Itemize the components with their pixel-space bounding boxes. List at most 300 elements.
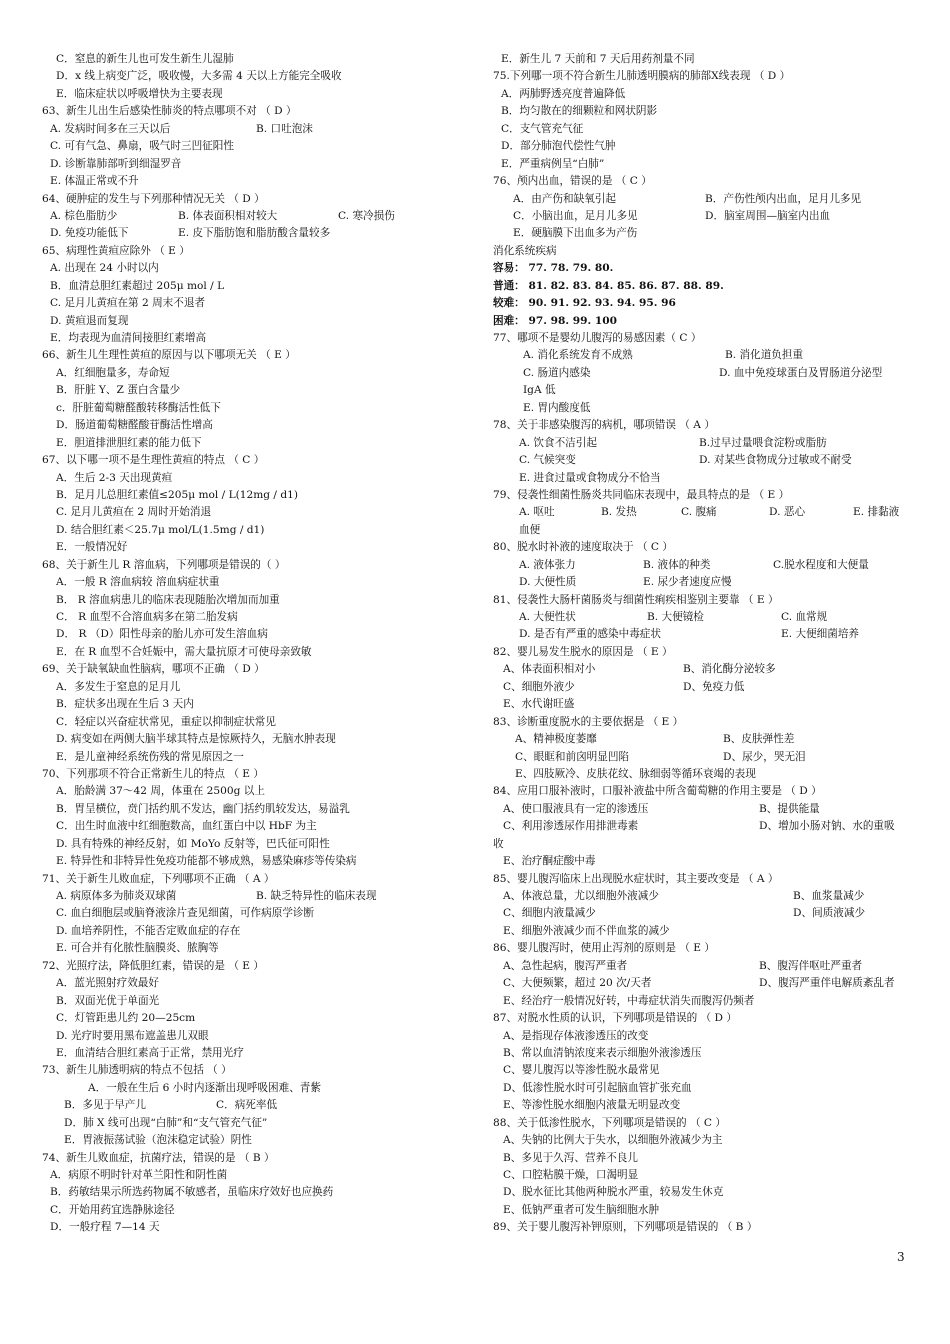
text-segment: B．肝脏 Y、Z 蛋白含量少 [56,384,181,397]
text-segment: D. 对某些食物成分过敏或不耐受 [699,454,852,467]
text-line [42,330,464,347]
text-line [493,696,913,713]
text-segment: B、血浆量减少 [793,890,865,902]
text-segment: C. 足月儿黄疸在 2 周时开始消退 [56,506,212,519]
text-segment: B. 缺乏特异性的临床表现 [256,890,377,902]
text-segment: D. 是否有严重的感染中毒症状 [519,628,661,641]
text-segment: 67、以下哪一项不是生理性黄疸的特点 （ C ） [42,454,265,467]
text-segment: C、细胞内液量减少 [503,907,596,920]
text-line [493,138,913,155]
text-line [493,225,913,242]
left-column [42,51,464,1237]
text-segment: A．红细胞量多，寿命短 [56,366,170,379]
text-segment: C. 肠道内感染 [523,366,591,379]
text-segment: A．一般 R 溶血病较 溶血病症状重 [56,576,220,589]
text-line [493,400,913,417]
text-segment: 72、光照疗法，降低胆红素，错误的是 （ E ） [42,959,265,972]
text-segment: C．出生时血液中红细胞数高，血红蛋白中以 HbF 为主 [56,820,317,833]
text-line [493,417,913,434]
text-line [42,557,464,574]
text-segment: C、口腔粘膜干燥，口渴明显 [503,1169,639,1181]
text-segment: C. 可有气急、鼻扇，吸气时三凹征阳性 [50,140,234,153]
text-line [42,644,464,661]
text-line [493,313,913,330]
text-line [42,156,464,173]
text-segment: E．胆道排泄胆红素的能力低下 [56,436,202,449]
text-segment: C、婴儿腹泻以等渗性脱水最常见 [503,1064,660,1077]
text-segment: A、是指现存体液渗透压的改变 [503,1029,649,1042]
text-segment: 74、新生儿败血症，抗菌疗法，错误的是 （ B ） [42,1151,275,1164]
text-line [42,86,464,103]
text-line [42,243,464,260]
text-line [493,958,913,975]
text-line [493,1202,913,1219]
text-line [42,888,464,905]
text-segment: 79、侵袭性细菌性肠炎共同临床表现中，最具特点的是 （ E ） [493,488,790,501]
text-line [493,1080,913,1097]
text-segment: E、水代谢旺盛 [503,698,575,711]
text-segment: E. 特异性和非特异性免疫功能都不够成熟，易感染麻疹等传染病 [56,855,357,868]
text-segment: C．支气管充气征 [501,122,584,135]
text-segment: A. 消化系统发育不成熟 [523,349,633,362]
text-segment: A. 大便性状 [519,611,576,623]
text-line [42,400,464,417]
text-segment: B．血清总胆红素超过 205μ mol / L [50,279,225,292]
text-line [493,853,913,870]
text-segment: A．多发生于窒息的足月儿 [56,680,181,693]
text-segment: E．一般情况好 [56,541,128,554]
text-segment: C. 血白细胞层或脑脊液涂片查见细菌，可作病原学诊断 [56,907,315,920]
text-segment: D、脱水征比其他两种脱水严重，较易发生休克 [503,1186,724,1199]
text-segment: B．均匀散在的细颗粒和网状阴影 [501,105,658,118]
text-segment: B．胃呈横位，贲门括约肌不发达，幽门括约肌较发达，易溢乳 [56,802,350,815]
text-line [493,1184,913,1201]
text-line [42,487,464,504]
text-segment: 收 [493,837,504,850]
text-line [42,661,464,678]
text-line [493,749,913,766]
text-segment: B. 消化道负担重 [725,349,804,362]
text-line [42,783,464,800]
text-line [42,1184,464,1201]
text-segment: D. 大便性质 [519,576,577,589]
text-segment: 77、哪项不是婴幼儿腹泻的易感因素（ C ） [493,332,702,344]
text-line [493,993,913,1010]
text-line [42,923,464,940]
text-line [493,487,913,504]
text-line [493,51,913,68]
text-line [493,86,913,103]
text-line [493,818,913,835]
text-segment: 70、下列那项不符合正常新生儿的特点 （ E ） [42,767,265,780]
text-line [493,173,913,190]
text-segment: D. 血培养阴性，不能否定败血症的存在 [56,924,241,937]
text-segment: C．小脑出血，足月儿多见 [513,209,638,222]
text-segment: E. 进食过量或食物成分不恰当 [519,471,661,484]
text-segment: D、免疫力低 [683,680,745,693]
text-segment: E．胃液振荡试验（泡沫稳定试验）阴性 [64,1134,252,1147]
text-segment: 87、对脱水性质的认识，下列哪项是错误的 （ D ） [493,1012,737,1025]
text-line [42,1028,464,1045]
text-segment: D、低渗性脱水时可引起脑血管扩张充血 [503,1081,692,1094]
text-line [493,661,913,678]
text-line [493,330,913,347]
text-line [42,208,464,225]
text-segment: E．临床症状以呼吸增快为主要表现 [56,87,223,100]
text-line [42,679,464,696]
text-line [493,191,913,208]
text-line [493,940,913,957]
text-line [42,818,464,835]
text-segment: 较难： 90. 91. 92. 93. 94. 95. 96 [493,297,676,310]
text-line [493,295,913,312]
text-segment: D、腹泻严重伴电解质紊乱者 [759,977,895,990]
text-line [493,260,913,277]
text-line [493,592,913,609]
text-segment: E. 皮下脂肪饱和脂肪酸含量较多 [178,227,331,240]
text-segment: D．部分肺泡代偿性气肿 [501,140,616,153]
text-segment: B．足月儿总胆红素值≤205μ mol / L(12mg / d1) [56,488,299,501]
text-segment: C． R 血型不合溶血病多在第二胎发病 [56,611,238,623]
text-line [42,766,464,783]
text-segment: C．灯管距患儿约 20—25cm [56,1012,196,1025]
text-segment: 88、关于低渗性脱水，下列哪项是错误的 （ C ） [493,1116,726,1129]
text-segment: D. 病变如在两侧大脑半球其特点是惊厥持久，无脑水肿表现 [56,733,336,746]
text-line [493,347,913,364]
text-line [42,1097,464,1114]
text-segment: A. 呕吐 [519,506,555,519]
text-line [42,295,464,312]
text-segment: B． R 溶血病患儿的临床表现随胎次增加而加重 [56,593,280,606]
text-line [493,539,913,556]
text-segment: A、失钠的比例大于失水，以细胞外液减少为主 [503,1134,723,1147]
text-segment: A. 棕色脂肪少 [50,209,118,222]
text-segment: A．蓝光照射疗效最好 [56,977,159,990]
text-line [42,278,464,295]
text-line [42,871,464,888]
text-segment: 76、颅内出血，错误的是 （ C ） [493,175,652,188]
text-line [42,1010,464,1027]
text-segment: E. 体温正常或不升 [50,175,139,188]
text-segment: IgA 低 [523,384,556,397]
text-line [493,783,913,800]
text-segment: A. 出现在 24 小时以内 [50,262,159,275]
text-line [493,208,913,225]
text-segment: B. 口吐泡沫 [256,122,313,135]
text-line [493,626,913,643]
text-line [42,470,464,487]
text-segment: E．是儿童神经系统伤残的常见原因之一 [56,750,244,763]
text-segment: A、体液总量，尤以细胞外液减少 [503,890,659,902]
text-segment: C．窒息的新生儿也可发生新生儿湿肺 [56,53,234,65]
text-line [42,975,464,992]
text-line [493,1062,913,1079]
text-line [42,853,464,870]
text-segment: B、多见于久泻、营养不良儿 [503,1151,638,1164]
text-line [42,1167,464,1184]
text-segment: E. 排黏液 [853,506,900,519]
text-segment: D、尿少，哭无泪 [723,750,806,763]
text-line [493,609,913,626]
text-segment: D．一般疗程 7—14 天 [50,1221,160,1234]
text-segment: 消化系统疾病 [493,244,557,257]
text-segment: C.脱水程度和大便量 [773,558,869,571]
text-segment: 89、关于婴儿腹泻补钾原则，下列哪项是错误的 （ B ） [493,1221,758,1234]
text-line [493,557,913,574]
text-segment: D. 结合胆红素＜25.7μ mol/L(1.5mg / d1) [56,523,265,536]
text-line [42,121,464,138]
text-line [42,313,464,330]
text-segment: A．一般在生后 6 小时内逐渐出现呼吸困难、青紫 [88,1081,321,1094]
text-segment: C. 腹痛 [681,506,717,519]
text-segment: B．药敏结果示所选药物属不敏感者，虽临床疗效好也应换药 [50,1186,334,1199]
text-segment: E. 大便细菌培养 [781,628,860,641]
text-segment: D．脑室周围—脑室内出血 [705,209,831,222]
text-line [493,644,913,661]
text-line [42,51,464,68]
text-line [42,452,464,469]
text-line [42,958,464,975]
text-line [42,993,464,1010]
text-segment: 81、侵袭性大肠杆菌肠炎与细菌性痢疾相鉴别主要靠 （ E ） [493,593,779,606]
text-segment: A、精神极度萎靡 [515,733,597,746]
text-line [493,714,913,731]
text-line [42,1219,464,1236]
text-line [42,435,464,452]
text-segment: B、常以血清钠浓度来表示细胞外液渗透压 [503,1046,702,1059]
text-segment: B、消化酶分泌较多 [683,663,776,676]
text-line [42,103,464,120]
text-line [493,452,913,469]
text-line [493,68,913,85]
text-line [42,1115,464,1132]
text-line [42,574,464,591]
text-segment: A．病原不明时针对革兰阳性和阴性菌 [50,1169,228,1181]
text-line [42,714,464,731]
text-segment: 68、关于新生儿 R 溶血病，下列哪项是错误的（ ） [42,558,286,571]
text-segment: 84、应用口服补液时，口服补液盐中所含葡萄糖的作用主要是 （ D ） [493,785,822,798]
text-segment: B、皮肤弹性差 [723,733,795,746]
text-line [42,749,464,766]
text-segment: E、治疗酮症酸中毒 [503,855,596,868]
text-segment: B．双面光优于单面光 [56,994,160,1007]
text-segment: E、细胞外液减少而不伴血浆的减少 [503,924,670,937]
text-segment: E. 可合并有化脓性脑膜炎、脓胸等 [56,942,219,955]
text-line [42,382,464,399]
text-segment: B．症状多出现在生后 3 天内 [56,698,194,711]
text-segment: 65、病理性黄疸应除外 （ E ） [42,244,190,257]
text-segment: E．新生儿 7 天前和 7 天后用药剂量不同 [501,53,695,65]
text-segment: B. 体表面积相对较大 [178,209,278,222]
text-segment: D．肠道葡萄糖醛酸苷酶活性增高 [56,419,213,432]
text-segment: D. 光疗时要用黑布遮盖患儿双眼 [56,1029,209,1042]
text-segment: A．生后 2-3 天出现黄疸 [56,471,173,484]
text-line [42,539,464,556]
text-line [42,1202,464,1219]
text-line [42,626,464,643]
text-segment: 63、新生儿出生后感染性肺炎的特点哪项不对 （ D ） [42,105,297,118]
text-segment: A. 发病时间多在三天以后 [50,122,171,135]
text-segment: C. 足月儿黄疸在第 2 周末不退者 [50,297,206,310]
text-segment: E、低钠严重者可发生脑细胞水肿 [503,1203,660,1216]
text-segment: 66、新生儿生理性黄疸的原因与以下哪项无关 （ E ） [42,349,296,362]
text-line [42,504,464,521]
text-segment: C、细胞外液少 [503,680,575,693]
text-segment: 86、婴儿腹泻时，使用止泻剂的原则是 （ E ） [493,942,716,955]
page-number: 3 [897,1250,905,1264]
text-line [493,975,913,992]
text-segment: E. 尿少者速度应慢 [643,576,732,589]
text-line [42,1045,464,1062]
text-line [42,801,464,818]
text-line [42,592,464,609]
text-segment: D. 恶心 [769,506,806,519]
text-segment: 普通： 81. 82. 83. 84. 85. 86. 87. 88. 89. [493,279,724,292]
text-segment: A．由产伤和缺氧引起 [513,192,616,205]
text-line [493,1150,913,1167]
text-segment: E．均表现为血清间接胆红素增高 [50,332,207,344]
text-segment: 83、诊断重度脱水的主要依据是 （ E ） [493,715,684,728]
text-segment: C. 气候突变 [519,454,576,467]
text-segment: c．肝脏葡萄糖醛酸转移酶活性低下 [56,401,221,414]
text-segment: 75.下列哪一项不符合新生儿肺透明膜病的肺部X线表现 （ D ） [493,70,791,83]
text-segment: C．开始用药宜选静脉途径 [50,1203,175,1216]
text-segment: E．硬脑膜下出血多为产伤 [513,227,638,240]
text-line [42,522,464,539]
text-line [493,103,913,120]
text-segment: D．肺 X 线可出现“白肺”和“支气管充气征” [64,1116,268,1129]
text-segment: A. 病原体多为肺炎双球菌 [56,890,177,902]
text-line [42,731,464,748]
text-segment: D. 免疫功能低下 [50,227,129,240]
text-line [493,801,913,818]
text-line [42,836,464,853]
text-segment: C．轻症以兴奋症状常见，重症以抑制症状常见 [56,715,276,728]
text-line [42,138,464,155]
text-segment: A、急性起病，腹泻严重者 [503,959,628,972]
text-line [493,1028,913,1045]
text-segment: C．病死率低 [216,1099,278,1112]
text-line [493,871,913,888]
text-line [493,278,913,295]
text-segment: B.过早过量喂食淀粉或脂肪 [699,436,827,449]
text-segment: E. 胃内酸度低 [523,401,591,414]
text-segment: B. 发热 [601,506,637,519]
text-segment: C、大便频繁，超过 20 次/天者 [503,977,652,990]
text-line [493,504,913,521]
text-segment: B．多见于早产儿 [64,1099,146,1112]
text-line [493,679,913,696]
text-line [493,836,913,853]
text-line [493,243,913,260]
text-segment: B、提供能量 [759,802,820,815]
text-line [493,156,913,173]
text-line [42,173,464,190]
text-segment: 71、关于新生儿败血症，下列哪项不正确 （ A ） [42,872,275,885]
text-segment: E、经治疗一般情况好转，中毒症状消失而腹泻仍频者 [503,994,755,1007]
text-line [493,731,913,748]
text-line [493,1132,913,1149]
text-segment: B. 液体的种类 [643,558,711,571]
text-line [493,923,913,940]
right-column [493,51,913,1237]
text-segment: 血便 [519,523,541,536]
text-line [42,1132,464,1149]
text-segment: C、利用渗透尿作用排泄毒素 [503,820,639,833]
text-segment: D. 黄疸退而复现 [50,314,129,327]
text-line [42,1150,464,1167]
text-segment: E．在 R 血型不合妊娠中，需大量抗原才可使母亲致敏 [56,645,312,658]
text-line [42,225,464,242]
text-segment: 69、关于缺氧缺血性脑病，哪项不正确 （ D ） [42,663,265,676]
text-segment: 85、婴儿腹泻临床上出现脱水症状时，其主要改变是 （ A ） [493,872,779,885]
text-segment: 78、关于非感染腹泻的病机，哪项错误 （ A ） [493,419,715,432]
text-line [493,435,913,452]
text-segment: A、使口服液具有一定的渗透压 [503,802,649,815]
text-segment: E．严重病例呈“白肺” [501,157,605,170]
text-line [493,1219,913,1236]
text-line [493,382,913,399]
text-segment: A. 饮食不洁引起 [519,436,597,449]
text-line [493,121,913,138]
text-segment: C、眼眶和前囟明显凹陷 [515,750,630,763]
text-line [493,574,913,591]
text-line [42,365,464,382]
text-line [493,1045,913,1062]
text-line [493,1010,913,1027]
text-line [493,365,913,382]
text-segment: A．两肺野透亮度普遍降低 [501,87,626,100]
text-segment: A、体表面积相对小 [503,663,596,676]
text-line [42,1080,464,1097]
text-line [42,940,464,957]
text-segment: 64、硬肿症的发生与下列那种情况无关 （ D ） [42,192,265,205]
text-line [493,1115,913,1132]
text-segment: D. 血中免疫球蛋白及胃肠道分泌型 [719,366,883,379]
text-segment: A. 液体张力 [519,558,576,571]
text-line [493,766,913,783]
text-segment: 容易： 77. 78. 79. 80. [493,262,614,275]
text-line [42,260,464,277]
text-segment: E．血清结合胆红素高于正常，禁用光疗 [56,1046,244,1059]
text-line [493,905,913,922]
text-segment: B．产伤性颅内出血，足月儿多见 [705,192,862,205]
text-line [42,1062,464,1079]
text-segment: B、腹泻伴呕吐严重者 [759,959,863,972]
text-segment: 73、新生儿肺透明病的特点不包括 （ ） [42,1064,232,1077]
text-line [493,470,913,487]
text-line [42,417,464,434]
text-segment: A．胎龄满 37～42 周，体重在 2500g 以上 [56,785,265,798]
text-segment: 80、脱水时补液的速度取决于 （ C ） [493,541,673,554]
text-segment: D. 诊断靠肺部听到细湿罗音 [50,157,182,170]
text-line [493,1097,913,1114]
text-line [42,905,464,922]
text-line [42,609,464,626]
text-line [42,68,464,85]
text-segment: D、增加小肠对钠、水的重吸 [759,820,895,833]
text-line [493,1167,913,1184]
text-segment: E、等渗性脱水细胞内液量无明显改变 [503,1099,681,1112]
text-segment: D. 具有特殊的神经反射，如 MoYo 反射等，巴氏征可阳性 [56,837,330,850]
text-line [42,347,464,364]
text-segment: C. 寒冷损伤 [338,209,395,222]
text-segment: B. 大便镜检 [647,611,704,623]
text-segment: D、间质液减少 [793,907,866,920]
text-segment: E、四肢厥冷、皮肤花纹、脉细弱等循环衰竭的表现 [515,767,756,780]
text-line [493,522,913,539]
text-line [42,191,464,208]
